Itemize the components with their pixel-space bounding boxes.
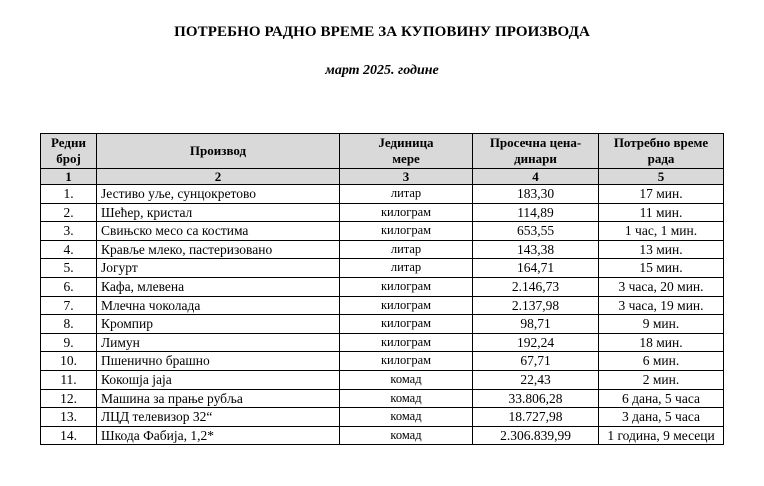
time-cell: 18 мин. — [599, 333, 724, 352]
price-cell: 22,43 — [473, 370, 599, 389]
table-row — [41, 408, 724, 427]
product-cell: Свињско месо са костима — [97, 222, 340, 241]
header-cell: Јединица мере — [340, 134, 473, 169]
table-body — [41, 185, 724, 445]
time-cell: 11 мин. — [599, 203, 724, 222]
unit-cell: литар — [340, 259, 473, 278]
product-cell: Шећер, кристал — [97, 203, 340, 222]
page-title: ПОТРЕБНО РАДНО ВРЕМЕ ЗА КУПОВИНУ ПРОИЗВОДА — [174, 24, 590, 40]
time-cell: 15 мин. — [599, 259, 724, 278]
table-row — [41, 352, 724, 371]
product-cell: Јестиво уље, сунцокретово — [97, 185, 340, 204]
product-cell: Јогурт — [97, 259, 340, 278]
unit-cell: килограм — [340, 352, 473, 371]
header-cell: Просечна цена- динари — [473, 134, 599, 169]
row-number-cell: 11. — [41, 370, 97, 389]
unit-cell: литар — [340, 185, 473, 204]
product-cell: Млечна чоколада — [97, 296, 340, 315]
table-row — [41, 389, 724, 408]
unit-cell: килограм — [340, 333, 473, 352]
table-row — [41, 315, 724, 334]
row-number-cell: 2. — [41, 203, 97, 222]
row-number-cell: 14. — [41, 426, 97, 445]
time-cell: 6 мин. — [599, 352, 724, 371]
row-number-cell: 6. — [41, 277, 97, 296]
column-number-cell: 5 — [599, 169, 724, 185]
row-number-cell: 9. — [41, 333, 97, 352]
row-number-cell: 5. — [41, 259, 97, 278]
price-cell: 2.137,98 — [473, 296, 599, 315]
row-number-cell: 13. — [41, 408, 97, 427]
price-cell: 114,89 — [473, 203, 599, 222]
price-cell: 2.306.839,99 — [473, 426, 599, 445]
product-cell: Кокошја јаја — [97, 370, 340, 389]
price-cell: 653,55 — [473, 222, 599, 241]
price-cell: 2.146,73 — [473, 277, 599, 296]
table-row — [41, 333, 724, 352]
time-cell: 1 година, 9 месеци — [599, 426, 724, 445]
column-number-cell: 3 — [340, 169, 473, 185]
unit-cell: килограм — [340, 203, 473, 222]
unit-cell: килограм — [340, 222, 473, 241]
product-cell: Шкода Фабија, 1,2* — [97, 426, 340, 445]
table-row — [41, 370, 724, 389]
row-number-cell: 1. — [41, 185, 97, 204]
time-cell: 6 дана, 5 часа — [599, 389, 724, 408]
row-number-cell: 7. — [41, 296, 97, 315]
column-number-cell: 2 — [97, 169, 340, 185]
product-cell: Машина за прање рубља — [97, 389, 340, 408]
products-table — [40, 133, 724, 445]
product-cell: Пшенично брашно — [97, 352, 340, 371]
price-cell: 192,24 — [473, 333, 599, 352]
column-number-cell: 4 — [473, 169, 599, 185]
column-number-row — [41, 169, 724, 185]
row-number-cell: 3. — [41, 222, 97, 241]
price-cell: 164,71 — [473, 259, 599, 278]
unit-cell: комад — [340, 426, 473, 445]
row-number-cell: 10. — [41, 352, 97, 371]
price-cell: 183,30 — [473, 185, 599, 204]
row-number-cell: 4. — [41, 240, 97, 259]
time-cell: 17 мин. — [599, 185, 724, 204]
price-cell: 143,38 — [473, 240, 599, 259]
header-cell: Потребно време рада — [599, 134, 724, 169]
unit-cell: килограм — [340, 277, 473, 296]
time-cell: 9 мин. — [599, 315, 724, 334]
table-header-row — [41, 134, 724, 169]
time-cell: 3 дана, 5 часа — [599, 408, 724, 427]
product-cell: Крављe млеко, пастеризовано — [97, 240, 340, 259]
price-cell: 33.806,28 — [473, 389, 599, 408]
price-cell: 67,71 — [473, 352, 599, 371]
table-row — [41, 277, 724, 296]
header-cell: Редни број — [41, 134, 97, 169]
unit-cell: литар — [340, 240, 473, 259]
time-cell: 3 часа, 20 мин. — [599, 277, 724, 296]
time-cell: 2 мин. — [599, 370, 724, 389]
table-row — [41, 296, 724, 315]
product-cell: ЛЦД телевизор 32“ — [97, 408, 340, 427]
table-row — [41, 426, 724, 445]
time-cell: 13 мин. — [599, 240, 724, 259]
product-cell: Кромпир — [97, 315, 340, 334]
table-row — [41, 203, 724, 222]
price-cell: 98,71 — [473, 315, 599, 334]
page-subtitle: март 2025. године — [325, 63, 439, 78]
column-number-cell: 1 — [41, 169, 97, 185]
product-cell: Лимун — [97, 333, 340, 352]
price-cell: 18.727,98 — [473, 408, 599, 427]
unit-cell: комад — [340, 370, 473, 389]
unit-cell: килограм — [340, 296, 473, 315]
table-row — [41, 222, 724, 241]
time-cell: 1 час, 1 мин. — [599, 222, 724, 241]
unit-cell: комад — [340, 389, 473, 408]
time-cell: 3 часа, 19 мин. — [599, 296, 724, 315]
row-number-cell: 8. — [41, 315, 97, 334]
table-row — [41, 259, 724, 278]
header-cell: Производ — [97, 134, 340, 169]
table-row — [41, 185, 724, 204]
unit-cell: комад — [340, 408, 473, 427]
product-cell: Кафа, млевена — [97, 277, 340, 296]
row-number-cell: 12. — [41, 389, 97, 408]
unit-cell: килограм — [340, 315, 473, 334]
table-row — [41, 240, 724, 259]
